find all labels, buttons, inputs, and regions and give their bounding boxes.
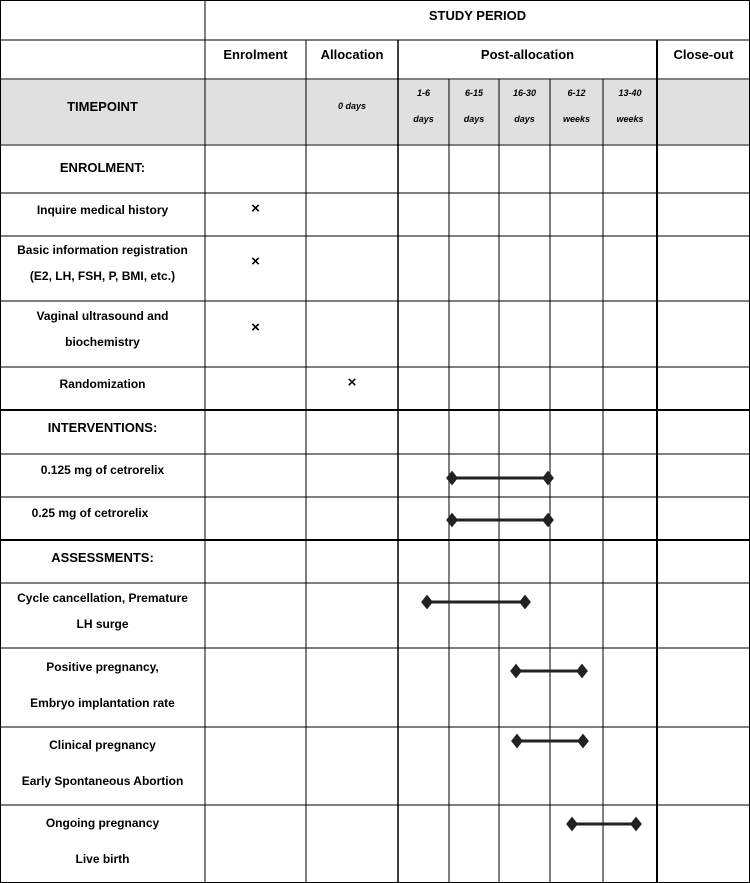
duration-bar-positive-pregnancy: [512, 666, 586, 676]
section-assessments: ASSESSMENTS:: [51, 549, 154, 565]
timepoint-5-range: 13-40: [618, 88, 642, 98]
duration-bar-ongoing-pregnancy: [568, 819, 640, 829]
row-clinical-pregnancy: [0, 727, 205, 799]
row-positive-pregnancy-line1: Positive pregnancy,: [46, 660, 159, 674]
row-vaginal-ultrasound-line2: biochemistry: [65, 335, 140, 349]
row-basic-information: [0, 236, 205, 290]
study-period-heading: STUDY PERIOD: [428, 7, 527, 23]
allocation-mark-randomization: ×: [347, 373, 357, 391]
duration-bar-cycle-cancellation: [423, 597, 529, 607]
duration-bar-0125-cetrorelix: [448, 473, 552, 483]
timepoint-3: [499, 79, 550, 133]
allocation-heading: Allocation: [320, 46, 384, 62]
timepoint-1-range: 1-6: [416, 88, 430, 98]
row-basic-information-line1: Basic information registration: [17, 243, 188, 257]
row-dose-0125-cetrorelix: 0.125 mg of cetrorelix: [40, 463, 165, 477]
row-clinical-pregnancy-line1: Clinical pregnancy: [49, 738, 156, 752]
row-positive-pregnancy-line2: Embryo implantation rate: [30, 696, 175, 710]
row-randomization: Randomization: [59, 376, 146, 391]
timepoint-4-range: 6-12: [567, 88, 586, 98]
row-cycle-cancellation-line2: LH surge: [76, 617, 129, 631]
timepoint-5: [603, 79, 657, 133]
row-cycle-cancellation: [0, 583, 205, 639]
timepoint-2: [449, 79, 499, 133]
row-vaginal-ultrasound-line1: Vaginal ultrasound and: [36, 309, 169, 323]
row-ongoing-pregnancy: [0, 805, 205, 877]
enrolment-mark-inquire: ×: [251, 199, 260, 217]
timepoint-5-unit: weeks: [616, 114, 644, 124]
enrolment-mark-vaginal-ultrasound: ×: [251, 318, 260, 336]
enrolment-heading: Enrolment: [223, 46, 288, 62]
row-basic-information-line2: (E2, LH, FSH, P, BMI, etc.): [29, 269, 176, 283]
allocation-timepoint: 0 days: [337, 101, 367, 111]
timepoint-3-range: 16-30: [512, 88, 537, 98]
row-dose-025-cetrorelix: 0.25 mg of cetrorelix: [31, 506, 149, 520]
timepoint-1-unit: days: [413, 114, 434, 124]
duration-bar-025-cetrorelix: [448, 515, 552, 525]
timepoint-2-unit: days: [463, 114, 485, 124]
section-interventions: INTERVENTIONS:: [47, 419, 158, 435]
row-vaginal-ultrasound: [0, 301, 205, 357]
row-positive-pregnancy: [0, 648, 205, 722]
row-clinical-pregnancy-line2: Early Spontaneous Abortion: [21, 774, 184, 788]
section-enrolment: ENROLMENT:: [59, 159, 146, 175]
close-out-heading: Close-out: [673, 46, 734, 62]
timepoint-4-unit: weeks: [562, 114, 591, 124]
enrolment-mark-basic-information: ×: [251, 252, 260, 270]
post-allocation-heading: Post-allocation: [480, 46, 575, 62]
row-ongoing-pregnancy-line2: Live birth: [75, 852, 130, 866]
timepoint-1: [398, 79, 449, 133]
timepoint-4: [550, 79, 603, 133]
row-cycle-cancellation-line1: Cycle cancellation, Premature: [17, 591, 188, 605]
row-ongoing-pregnancy-line1: Ongoing pregnancy: [45, 816, 160, 830]
timepoint-3-unit: days: [514, 114, 535, 124]
row-inquire-medical-history: Inquire medical history: [36, 202, 169, 217]
timepoint-heading: TIMEPOINT: [67, 98, 138, 114]
timepoint-2-range: 6-15: [464, 88, 483, 98]
